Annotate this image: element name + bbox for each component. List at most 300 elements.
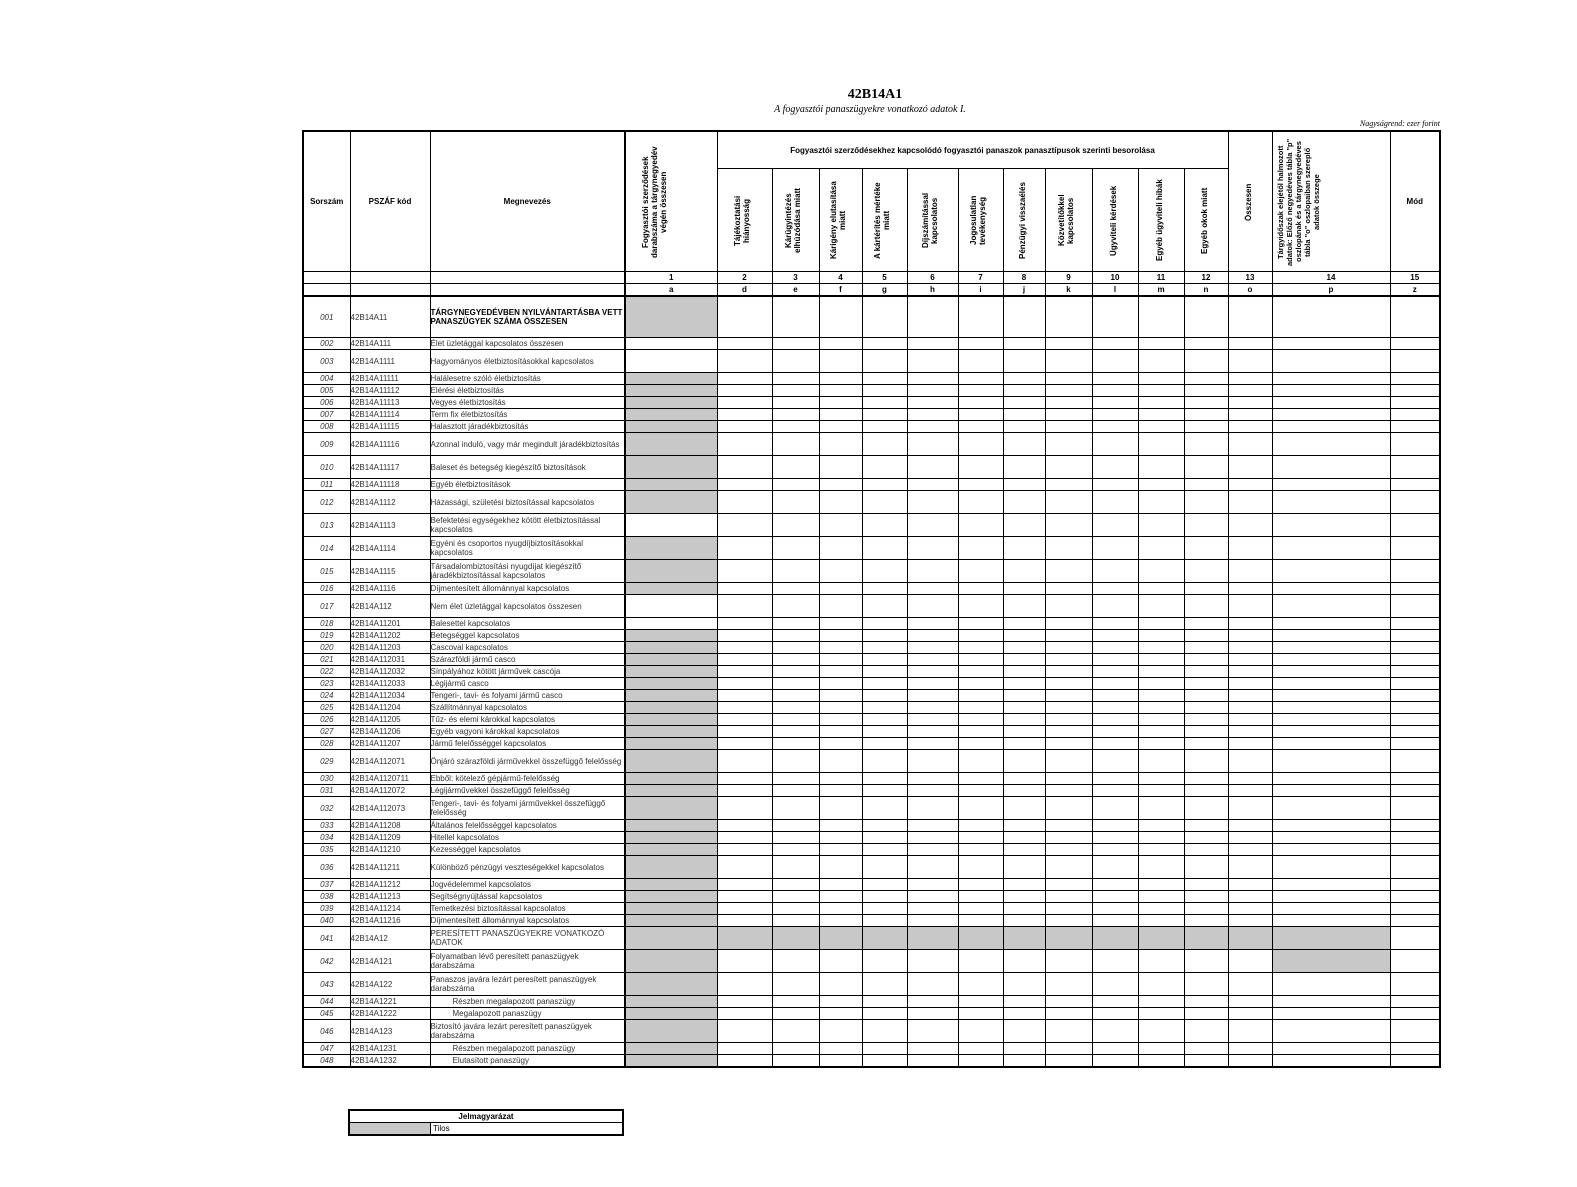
cell-col-3: [772, 397, 819, 409]
cell-col-6: [907, 879, 958, 891]
col-letter: p: [1272, 284, 1390, 297]
cell-col-4: [819, 296, 862, 338]
table-row: [303, 1055, 1440, 1068]
cell-col-5: [862, 296, 907, 338]
cell-col-6: [907, 973, 958, 996]
cell-col-4: [819, 820, 862, 832]
cell-col-13: [1228, 642, 1272, 654]
cell-col-7: [958, 950, 1003, 973]
cell-col-12: [1184, 385, 1228, 397]
row-number: 040: [303, 915, 350, 927]
cell-col-2: [717, 915, 772, 927]
cell-col-2: [717, 583, 772, 595]
cell-col-13: [1228, 433, 1272, 456]
cell-col-7: [958, 618, 1003, 630]
cell-col-3: [772, 409, 819, 421]
cell-col-11: [1138, 1020, 1184, 1043]
cell-col-5: [862, 666, 907, 678]
cell-col-4: [819, 678, 862, 690]
cell-col-8: [1003, 927, 1045, 950]
cell-col-3: [772, 678, 819, 690]
cell-col-3: [772, 630, 819, 642]
row-number: 021: [303, 654, 350, 666]
cell-col-10: [1092, 891, 1138, 903]
cell-col-6: [907, 385, 958, 397]
row-name: Jogvédelemmel kapcsolatos: [430, 879, 625, 891]
cell-col-3: [772, 915, 819, 927]
page-subtitle: A fogyasztói panaszügyekre vonatkozó adatok I.: [774, 104, 966, 115]
cell-col-4: [819, 996, 862, 1008]
cell-col-9: [1045, 654, 1092, 666]
cell-col-3: [772, 654, 819, 666]
cell-col-10: [1092, 560, 1138, 583]
cell-col-6: [907, 373, 958, 385]
cell-col-2: [717, 879, 772, 891]
cell-col-10: [1092, 973, 1138, 996]
col-header-11: [1138, 169, 1184, 272]
cell-col-2: [717, 421, 772, 433]
cell-col-13: [1228, 385, 1272, 397]
table-row: [303, 750, 1440, 773]
row-number: 028: [303, 738, 350, 750]
cell-col-13: [1228, 750, 1272, 773]
row-name: Sínpályához kötött járművek cascója: [430, 666, 625, 678]
cell-col-5: [862, 726, 907, 738]
page-title: 42B14A1: [847, 87, 903, 102]
cell-col-1: [625, 479, 717, 491]
table-row: [303, 338, 1440, 350]
cell-col-1: [625, 433, 717, 456]
cell-col-9: [1045, 927, 1092, 950]
cell-col-13: [1228, 856, 1272, 879]
cell-col-6: [907, 654, 958, 666]
cell-col-13: [1228, 820, 1272, 832]
row-number: 019: [303, 630, 350, 642]
cell-col-13: [1228, 409, 1272, 421]
cell-col-9: [1045, 397, 1092, 409]
cell-col-4: [819, 491, 862, 514]
cell-col-10: [1092, 642, 1138, 654]
cell-col-11: [1138, 583, 1184, 595]
row-code: 42B14A1112: [350, 491, 430, 514]
row-name: Részben megalapozott panaszügy: [430, 996, 625, 1008]
cell-col-15: [1390, 642, 1440, 654]
cell-col-11: [1138, 915, 1184, 927]
cell-col-10: [1092, 338, 1138, 350]
cell-col-12: [1184, 856, 1228, 879]
table-row: [303, 642, 1440, 654]
cell-col-2: [717, 642, 772, 654]
cell-col-2: [717, 844, 772, 856]
cell-col-7: [958, 1020, 1003, 1043]
cell-col-15: [1390, 820, 1440, 832]
cell-col-3: [772, 690, 819, 702]
cell-col-14: [1272, 350, 1390, 373]
col-header-12: [1184, 169, 1228, 272]
cell-col-7: [958, 903, 1003, 915]
cell-col-10: [1092, 879, 1138, 891]
cell-col-6: [907, 996, 958, 1008]
cell-col-7: [958, 421, 1003, 433]
cell-col-6: [907, 844, 958, 856]
cell-col-4: [819, 350, 862, 373]
cell-col-10: [1092, 583, 1138, 595]
cell-col-13: [1228, 726, 1272, 738]
cell-col-1: [625, 856, 717, 879]
cell-col-9: [1045, 1055, 1092, 1068]
table-row: [303, 903, 1440, 915]
cell-col-12: [1184, 373, 1228, 385]
cell-col-5: [862, 879, 907, 891]
cell-col-13: [1228, 583, 1272, 595]
col-header-6: [907, 169, 958, 272]
cell-col-6: [907, 1043, 958, 1055]
row-code: 42B14A11202: [350, 630, 430, 642]
row-code: 42B14A11114: [350, 409, 430, 421]
cell-col-13: [1228, 973, 1272, 996]
cell-col-14: [1272, 514, 1390, 537]
cell-col-11: [1138, 409, 1184, 421]
row-number: 020: [303, 642, 350, 654]
col-10-label: Ügyviteli kérdések: [1109, 184, 1118, 256]
cell-col-13: [1228, 915, 1272, 927]
cell-col-7: [958, 820, 1003, 832]
cell-col-2: [717, 891, 772, 903]
cell-col-3: [772, 773, 819, 785]
cell-col-15: [1390, 915, 1440, 927]
cell-col-7: [958, 690, 1003, 702]
cell-col-6: [907, 642, 958, 654]
cell-col-13: [1228, 678, 1272, 690]
cell-col-7: [958, 433, 1003, 456]
cell-col-11: [1138, 1055, 1184, 1068]
row-name: Vegyes életbiztosítás: [430, 397, 625, 409]
cell-col-1: [625, 296, 717, 338]
row-name: Tűz- és elemi károkkal kapcsolatos: [430, 714, 625, 726]
cell-col-7: [958, 726, 1003, 738]
cell-col-10: [1092, 350, 1138, 373]
cell-col-15: [1390, 583, 1440, 595]
cell-col-15: [1390, 491, 1440, 514]
cell-col-14: [1272, 879, 1390, 891]
cell-col-12: [1184, 642, 1228, 654]
cell-col-4: [819, 714, 862, 726]
cell-col-13: [1228, 537, 1272, 560]
cell-col-8: [1003, 750, 1045, 773]
row-code: 42B14A112032: [350, 666, 430, 678]
cell-col-2: [717, 738, 772, 750]
cell-col-4: [819, 421, 862, 433]
cell-col-1: [625, 583, 717, 595]
cell-col-5: [862, 973, 907, 996]
row-number: 047: [303, 1043, 350, 1055]
cell-col-11: [1138, 903, 1184, 915]
cell-col-7: [958, 738, 1003, 750]
cell-col-15: [1390, 373, 1440, 385]
cell-col-9: [1045, 296, 1092, 338]
row-number: 014: [303, 537, 350, 560]
cell-col-1: [625, 1043, 717, 1055]
cell-col-14: [1272, 1008, 1390, 1020]
cell-col-11: [1138, 595, 1184, 618]
cell-col-6: [907, 702, 958, 714]
row-number: 013: [303, 514, 350, 537]
legend-title: Jelmagyarázat: [349, 1110, 623, 1123]
cell-col-1: [625, 915, 717, 927]
cell-col-9: [1045, 1008, 1092, 1020]
cell-col-11: [1138, 996, 1184, 1008]
row-code: 42B14A112034: [350, 690, 430, 702]
cell-col-11: [1138, 702, 1184, 714]
cell-col-5: [862, 678, 907, 690]
cell-col-12: [1184, 690, 1228, 702]
table-row: [303, 583, 1440, 595]
cell-col-9: [1045, 630, 1092, 642]
cell-col-6: [907, 820, 958, 832]
table-row: [303, 1043, 1440, 1055]
cell-col-3: [772, 618, 819, 630]
table-row: [303, 630, 1440, 642]
cell-col-15: [1390, 409, 1440, 421]
cell-col-5: [862, 421, 907, 433]
cell-col-12: [1184, 1020, 1228, 1043]
cell-col-5: [862, 702, 907, 714]
cell-col-11: [1138, 560, 1184, 583]
col-letter: h: [907, 284, 958, 297]
cell-col-4: [819, 456, 862, 479]
row-name: Légijárművekkel összefüggő felelősség: [430, 785, 625, 797]
cell-col-13: [1228, 654, 1272, 666]
cell-col-1: [625, 642, 717, 654]
col-number: 15: [1390, 272, 1440, 284]
cell-col-4: [819, 797, 862, 820]
col-number: 10: [1092, 272, 1138, 284]
col-number: 9: [1045, 272, 1092, 284]
row-name: Panaszos javára lezárt peresített panaszügyek darabszáma: [430, 973, 625, 996]
cell-col-5: [862, 738, 907, 750]
cell-col-2: [717, 385, 772, 397]
cell-col-12: [1184, 350, 1228, 373]
cell-col-5: [862, 618, 907, 630]
cell-col-2: [717, 560, 772, 583]
cell-col-12: [1184, 678, 1228, 690]
cell-col-8: [1003, 642, 1045, 654]
col-header-4: [819, 169, 862, 272]
cell-col-14: [1272, 296, 1390, 338]
cell-col-14: [1272, 891, 1390, 903]
cell-col-8: [1003, 296, 1045, 338]
col-number: 6: [907, 272, 958, 284]
cell-col-13: [1228, 891, 1272, 903]
cell-col-10: [1092, 785, 1138, 797]
row-name: Cascoval kapcsolatos: [430, 642, 625, 654]
row-name: Betegséggel kapcsolatos: [430, 630, 625, 642]
cell-col-9: [1045, 338, 1092, 350]
cell-col-13: [1228, 1020, 1272, 1043]
cell-col-6: [907, 421, 958, 433]
row-number: 011: [303, 479, 350, 491]
cell-col-6: [907, 456, 958, 479]
table-row: [303, 560, 1440, 583]
cell-col-2: [717, 1020, 772, 1043]
unit-note: Nagyságrend: ezer forint: [1359, 119, 1440, 128]
cell-col-8: [1003, 903, 1045, 915]
row-code: 42B14A11205: [350, 714, 430, 726]
cell-col-3: [772, 879, 819, 891]
cell-col-9: [1045, 973, 1092, 996]
cell-col-4: [819, 595, 862, 618]
cell-col-9: [1045, 996, 1092, 1008]
cell-col-10: [1092, 915, 1138, 927]
cell-col-13: [1228, 421, 1272, 433]
col-header-kod: PSZÁF kód: [350, 131, 430, 272]
cell-col-15: [1390, 773, 1440, 785]
cell-col-12: [1184, 750, 1228, 773]
cell-col-14: [1272, 820, 1390, 832]
row-code: 42B14A1116: [350, 583, 430, 595]
table-row: [303, 666, 1440, 678]
cell-col-6: [907, 514, 958, 537]
cell-col-6: [907, 915, 958, 927]
cell-col-4: [819, 856, 862, 879]
row-number: 031: [303, 785, 350, 797]
cell-col-15: [1390, 738, 1440, 750]
cell-col-6: [907, 583, 958, 595]
cell-col-2: [717, 514, 772, 537]
cell-col-14: [1272, 1055, 1390, 1068]
cell-col-5: [862, 654, 907, 666]
cell-col-2: [717, 373, 772, 385]
row-code: 42B14A112072: [350, 785, 430, 797]
row-code: 42B14A11208: [350, 820, 430, 832]
cell-col-4: [819, 385, 862, 397]
cell-col-1: [625, 654, 717, 666]
cell-col-14: [1272, 750, 1390, 773]
cell-col-4: [819, 1055, 862, 1068]
cell-col-9: [1045, 595, 1092, 618]
cell-col-6: [907, 479, 958, 491]
cell-col-5: [862, 797, 907, 820]
col-1-label: Fogyasztói szerződések darabszáma a tárgynegyedév végén összesen: [641, 145, 669, 258]
col-letter: k: [1045, 284, 1092, 297]
cell-col-8: [1003, 514, 1045, 537]
cell-col-5: [862, 1043, 907, 1055]
cell-col-14: [1272, 832, 1390, 844]
cell-col-1: [625, 773, 717, 785]
cell-col-6: [907, 773, 958, 785]
cell-col-13: [1228, 797, 1272, 820]
row-name: Tengeri-, tavi- és folyami jármű casco: [430, 690, 625, 702]
col-letter: a: [625, 284, 717, 297]
cell-col-4: [819, 479, 862, 491]
cell-col-7: [958, 785, 1003, 797]
col-8-label: Pénzügyi visszaélés: [1018, 181, 1027, 259]
cell-col-3: [772, 642, 819, 654]
cell-col-2: [717, 338, 772, 350]
cell-col-5: [862, 491, 907, 514]
cell-col-10: [1092, 996, 1138, 1008]
cell-col-9: [1045, 666, 1092, 678]
cell-col-12: [1184, 879, 1228, 891]
cell-col-11: [1138, 1008, 1184, 1020]
cell-col-6: [907, 678, 958, 690]
row-number: 022: [303, 666, 350, 678]
cell-col-10: [1092, 409, 1138, 421]
cell-col-14: [1272, 397, 1390, 409]
cell-col-5: [862, 773, 907, 785]
cell-col-8: [1003, 373, 1045, 385]
cell-col-11: [1138, 738, 1184, 750]
cell-col-7: [958, 514, 1003, 537]
cell-col-11: [1138, 397, 1184, 409]
row-code: 42B14A11115: [350, 421, 430, 433]
cell-col-3: [772, 903, 819, 915]
cell-col-14: [1272, 421, 1390, 433]
cell-col-3: [772, 595, 819, 618]
cell-col-8: [1003, 844, 1045, 856]
row-name: Ebből: kötelező gépjármű-felelősség: [430, 773, 625, 785]
cell-col-9: [1045, 537, 1092, 560]
cell-col-12: [1184, 1043, 1228, 1055]
cell-col-6: [907, 537, 958, 560]
cell-col-6: [907, 618, 958, 630]
row-code: 42B14A112073: [350, 797, 430, 820]
table-row: [303, 397, 1440, 409]
row-number: 046: [303, 1020, 350, 1043]
cell-col-2: [717, 654, 772, 666]
cell-col-10: [1092, 714, 1138, 726]
cell-col-11: [1138, 537, 1184, 560]
cell-col-3: [772, 750, 819, 773]
row-name: Egyéni és csoportos nyugdíjbiztosításokkal kapcsolatos: [430, 537, 625, 560]
cell-col-10: [1092, 433, 1138, 456]
cell-col-1: [625, 1055, 717, 1068]
cell-col-7: [958, 666, 1003, 678]
cell-col-10: [1092, 1055, 1138, 1068]
cell-col-1: [625, 514, 717, 537]
cell-col-10: [1092, 595, 1138, 618]
cell-col-13: [1228, 785, 1272, 797]
cell-col-4: [819, 397, 862, 409]
table-row: [303, 491, 1440, 514]
cell-col-11: [1138, 726, 1184, 738]
cell-col-2: [717, 996, 772, 1008]
row-number: 039: [303, 903, 350, 915]
cell-col-14: [1272, 654, 1390, 666]
cell-col-7: [958, 654, 1003, 666]
cell-col-13: [1228, 738, 1272, 750]
cell-col-3: [772, 433, 819, 456]
row-name: Megalapozott panaszügy: [430, 1008, 625, 1020]
cell-col-11: [1138, 797, 1184, 820]
cell-col-14: [1272, 844, 1390, 856]
cell-col-1: [625, 385, 717, 397]
row-number: 042: [303, 950, 350, 973]
cell-col-9: [1045, 844, 1092, 856]
cell-col-5: [862, 560, 907, 583]
cell-col-3: [772, 973, 819, 996]
cell-col-15: [1390, 338, 1440, 350]
row-code: 42B14A11116: [350, 433, 430, 456]
cell-col-8: [1003, 785, 1045, 797]
cell-col-10: [1092, 514, 1138, 537]
col-letter: o: [1228, 284, 1272, 297]
cell-col-11: [1138, 654, 1184, 666]
cell-col-8: [1003, 1020, 1045, 1043]
cell-col-8: [1003, 491, 1045, 514]
cell-col-7: [958, 409, 1003, 421]
row-name: Szárazföldi jármű casco: [430, 654, 625, 666]
